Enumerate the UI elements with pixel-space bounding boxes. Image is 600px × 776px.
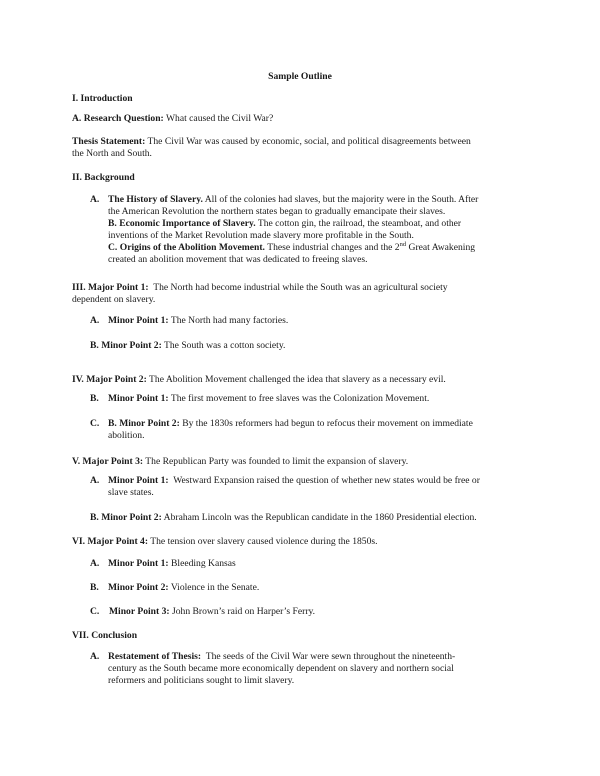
minor-point <box>108 558 236 570</box>
list-marker: B. <box>90 393 99 404</box>
minor-point-label: Minor Point 3: <box>109 606 170 617</box>
minor-point <box>90 340 285 352</box>
background-point-c <box>108 242 475 254</box>
research-question-label: A. Research Question: <box>72 113 164 124</box>
list-marker: A. <box>90 315 100 326</box>
major-point-4 <box>72 536 378 548</box>
background-point-b-label: B. Economic Importance of Slavery. <box>108 218 256 229</box>
restatement-of-thesis-text: century as the South became more economically dependent on slavery and northern social <box>108 663 454 674</box>
major-point-3 <box>72 456 408 468</box>
minor-point <box>90 512 477 524</box>
minor-point-label: Minor Point 1: <box>108 315 169 326</box>
minor-point-label: B. Minor Point 2: <box>90 340 162 351</box>
section-heading-background: II. Background <box>72 172 135 183</box>
major-point-2-text: The Abolition Movement challenged the idea that slavery as a necessary evil. <box>149 374 446 385</box>
superscript-ordinal: nd <box>399 240 407 248</box>
major-point-1-label: III. Major Point 1: <box>72 282 149 293</box>
minor-point <box>108 315 288 327</box>
research-question-text: What caused the Civil War? <box>166 113 274 124</box>
list-marker: A. <box>90 194 100 205</box>
background-point-b <box>108 218 461 230</box>
minor-point-label: B. Minor Point 2: <box>90 512 162 523</box>
major-point-4-label: VI. Major Point 4: <box>72 536 149 547</box>
research-question <box>72 113 273 125</box>
document-title: Sample Outline <box>268 71 332 82</box>
background-point-b-text: inventions of the Market Revolution made slavery more profitable in the South. <box>108 230 414 241</box>
minor-point <box>108 418 473 430</box>
major-point-2-label: IV. Major Point 2: <box>72 374 147 385</box>
minor-point-label: Minor Point 2: <box>108 582 169 593</box>
section-heading-introduction: I. Introduction <box>72 93 133 104</box>
minor-point-text: Violence in the Senate. <box>170 582 260 593</box>
major-point-3-label: V. Major Point 3: <box>72 456 144 467</box>
list-marker: A. <box>90 475 100 486</box>
thesis-statement-line: the North and South. <box>72 148 152 159</box>
minor-point <box>108 475 480 487</box>
minor-point-text: The first movement to free slaves was the Colonization Movement. <box>170 393 430 404</box>
minor-point <box>108 582 259 594</box>
background-point-c-text: These industrial changes and the 2 <box>267 242 400 253</box>
background-point-c-text: created an abolition movement that was dedicated to freeing slaves. <box>108 254 368 265</box>
minor-point-label: Minor Point 1: <box>108 393 169 404</box>
minor-point-text: The North had many factories. <box>170 315 289 326</box>
minor-point-text: Abraham Lincoln was the Republican candidate in the 1860 Presidential election. <box>163 512 477 523</box>
list-marker: A. <box>90 651 100 662</box>
minor-point-label: Minor Point 1: <box>108 475 169 486</box>
list-marker: C. <box>90 418 100 429</box>
minor-point-text: The South was a cotton society. <box>164 340 286 351</box>
minor-point-text: Westward Expansion raised the question of whether new states would be free or <box>173 475 480 486</box>
major-point-3-text: The Republican Party was founded to limit the expansion of slavery. <box>145 456 409 467</box>
list-marker: A. <box>90 558 100 569</box>
major-point-4-text: The tension over slavery caused violence during the 1850s. <box>150 536 378 547</box>
section-heading-conclusion: VII. Conclusion <box>72 630 138 641</box>
background-point-b-text: The cotton gin, the railroad, the steamboat, and other <box>257 218 462 229</box>
restatement-of-thesis-text: reformers and politicians sought to limit slavery. <box>108 675 295 686</box>
minor-point <box>108 393 429 405</box>
minor-point-text: abolition. <box>108 430 145 441</box>
major-point-2 <box>72 374 446 386</box>
restatement-of-thesis-label: Restatement of Thesis: <box>108 651 202 662</box>
restatement-of-thesis <box>108 651 455 663</box>
restatement-of-thesis-text: The seeds of the Civil War were sewn throughout the nineteenth- <box>205 651 456 662</box>
background-point-a-text: All of the colonies had slaves, but the majority were in the South. After <box>204 194 479 205</box>
list-marker: B. <box>90 582 99 593</box>
minor-point <box>109 606 315 618</box>
major-point-1-text: dependent on slavery. <box>72 294 156 305</box>
minor-point-text: John Brown’s raid on Harper’s Ferry. <box>172 606 316 617</box>
background-point-c-label: C. Origins of the Abolition Movement. <box>108 242 265 253</box>
thesis-statement <box>72 136 471 148</box>
minor-point-label: Minor Point 1: <box>108 558 169 569</box>
background-point-c-text: Great Awakening <box>408 242 476 253</box>
minor-point-text: By the 1830s reformers had begun to refocus their movement on immediate <box>182 418 473 429</box>
minor-point-text: Bleeding Kansas <box>171 558 236 569</box>
major-point-1-text: The North had become industrial while the South was an agricultural society <box>153 282 448 293</box>
thesis-statement-line: The Civil War was caused by economic, social, and political disagreements between <box>147 136 471 147</box>
minor-point-label: B. Minor Point 2: <box>108 418 180 429</box>
background-point-a <box>108 194 478 206</box>
background-point-a-label: The History of Slavery. <box>108 194 203 205</box>
major-point-1 <box>72 282 448 294</box>
thesis-statement-label: Thesis Statement: <box>72 136 146 147</box>
list-marker: C. <box>90 606 100 617</box>
background-point-a-text: the American Revolution the northern states began to gradually emancipate their slaves. <box>108 206 446 217</box>
minor-point-text: slave states. <box>108 487 154 498</box>
